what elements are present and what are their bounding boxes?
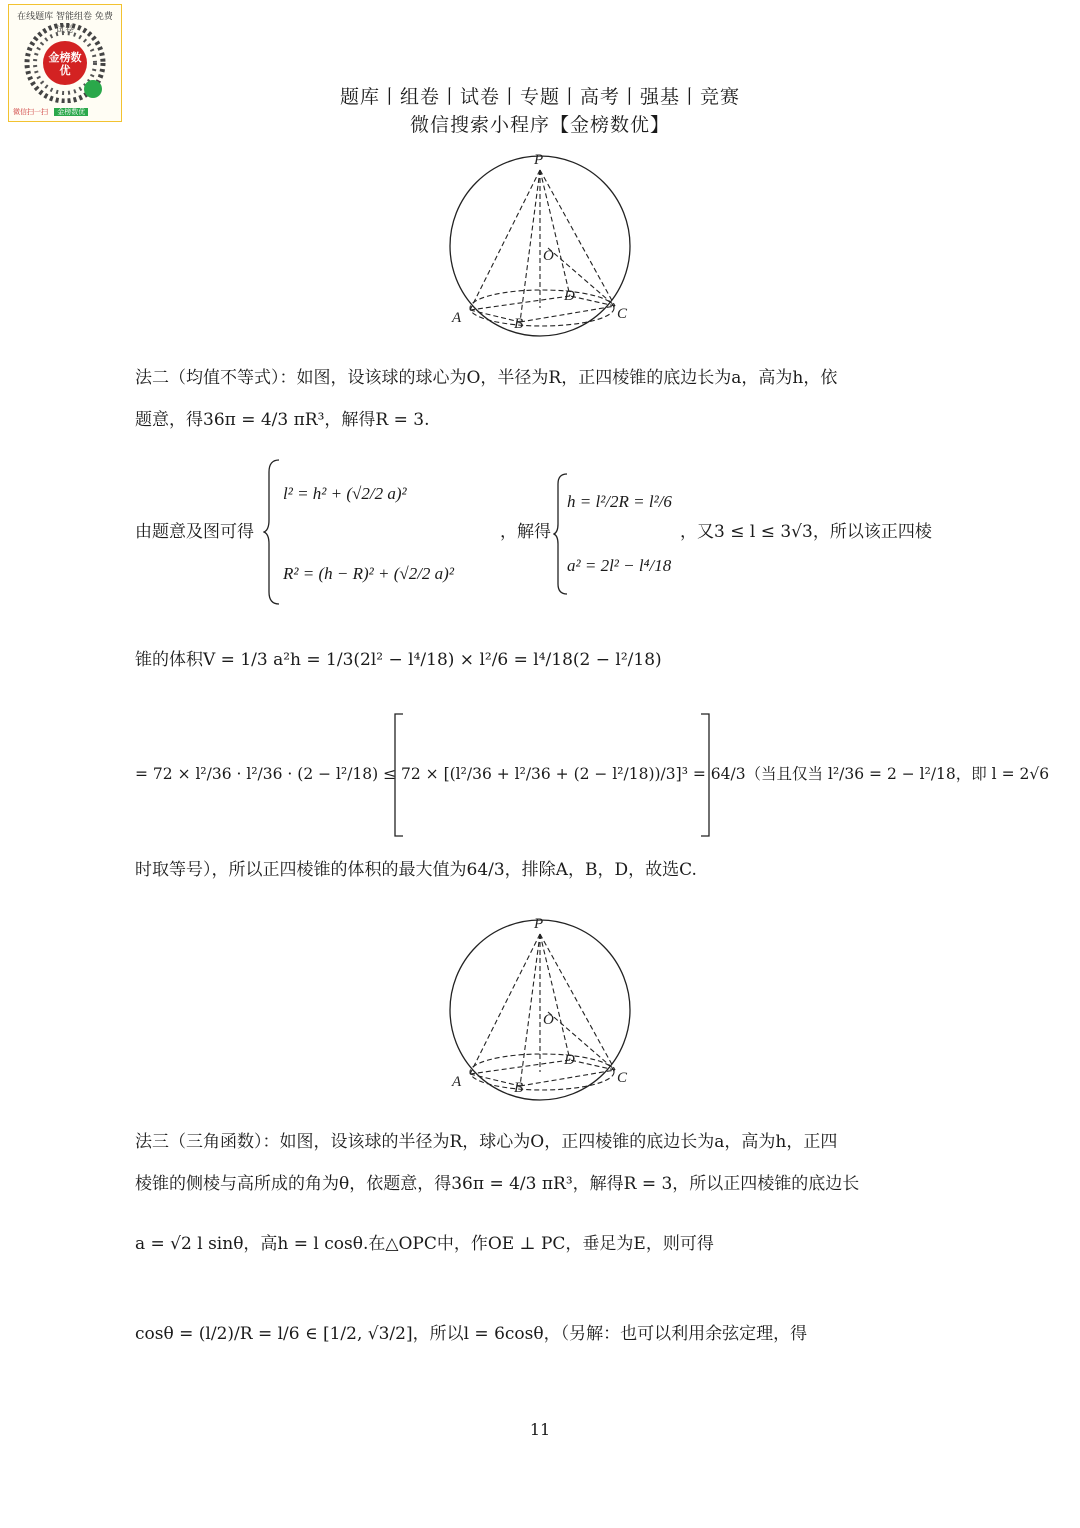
label-O: O — [543, 248, 554, 264]
system-intro: 由题意及图可得 — [135, 522, 254, 542]
label-A: A — [452, 310, 462, 326]
solve-eq2: a² = 2l² − l⁴/18 — [567, 556, 672, 575]
qr-brand: 金榜数优 — [48, 51, 82, 77]
method3-line1: 法三（三角函数）：如图，设该球的半径为R，球心为O，正四棱锥的底边长为a，高为h，正四 — [135, 1132, 838, 1152]
left-brace-icon — [263, 458, 281, 606]
edge-DA — [470, 296, 570, 310]
label-O: O — [543, 1012, 554, 1028]
label-P: P — [534, 916, 544, 932]
edge-PB — [520, 170, 540, 322]
range-text: ，又3 ≤ l ≤ 3√3，所以该正四棱 — [680, 522, 932, 542]
edge-PC — [540, 170, 615, 306]
sphere-pyramid-figure-2 — [440, 912, 640, 1102]
volume-line: 锥的体积V = 1/3 a²h = 1/3(2l² − l⁴/18) × l²/6 = l⁴/18(2 − l²/18) — [135, 650, 662, 670]
edge-BC — [520, 306, 615, 322]
method2-conclusion: 时取等号），所以正四棱锥的体积的最大值为64/3，排除A，B，D，故选C. — [135, 860, 697, 880]
method3-line3: a = √2 l sinθ，高h = l cosθ.在△OPC中，作OE ⊥ PC，垂足为E，则可得 — [135, 1234, 714, 1254]
qr-footer-right: 金榜数优 — [54, 108, 88, 116]
edge-BC — [520, 1070, 615, 1086]
figure-geometry — [450, 152, 630, 336]
base-ellipse — [470, 290, 614, 326]
edge-PD — [540, 934, 570, 1060]
solve-eq1: h = l²/2R = l²/6 — [567, 492, 672, 511]
system-block — [135, 458, 955, 608]
label-D: D — [564, 1052, 575, 1068]
base-ellipse — [470, 1054, 614, 1090]
method2-line2-text: 题意，得36π = 4/3 πR³，解得R = 3. — [135, 410, 430, 430]
method2-line2 — [135, 408, 429, 432]
edge-AB — [470, 1074, 520, 1086]
inequality-line: = 72 × l²/36 · l²/36 · (2 − l²/18) ≤ 72 × [(l²/36 + l²/36 + (2 − l²/18))/3]³ = 64/3（当且仅当 l²/36 = 2 − l²/18，即 l = 2√6 — [135, 765, 1050, 783]
figure-geometry — [450, 916, 630, 1100]
label-B: B — [514, 316, 524, 332]
system-eq1: l² = h² + (√2/2 a)² — [283, 484, 407, 503]
page-number: 11 — [529, 1420, 551, 1439]
qr-caption: 在线题库 智能组卷 免费试卷 — [17, 12, 113, 35]
method3-line4: cosθ = (l/2)/R = l/6 ∈ [1/2, √3/2]，所以l = 6cosθ，（另解：也可以利用余弦定理，得 — [135, 1324, 808, 1344]
edge-PA — [470, 934, 540, 1074]
method3-line2: 棱锥的侧棱与高所成的角为θ，依题意，得36π = 4/3 πR³，解得R = 3，所以正四棱锥的底边长 — [135, 1174, 860, 1194]
method2-line1: 法二（均值不等式）：如图，设该球的球心为O，半径为R，正四棱锥的底边长为a，高为h，依 — [135, 368, 838, 388]
system-eq2: R² = (h − R)² + (√2/2 a)² — [283, 564, 454, 583]
edge-DA — [470, 1060, 570, 1074]
edge-PC — [540, 934, 615, 1070]
label-D: D — [564, 288, 575, 304]
edge-PB — [520, 934, 540, 1086]
edge-PD — [540, 170, 570, 296]
qr-footer-left: 微信扫一扫 — [13, 108, 48, 116]
header-sub: 微信搜索小程序【金榜数优】 — [409, 114, 670, 136]
inequality-block — [135, 712, 1050, 838]
edge-AB — [470, 310, 520, 322]
label-C: C — [617, 306, 628, 322]
edge-PA — [470, 170, 540, 310]
sphere-pyramid-figure-1 — [440, 148, 640, 338]
label-C: C — [617, 1070, 628, 1086]
solve-label: ，解得 — [500, 522, 551, 542]
label-B: B — [514, 1080, 524, 1096]
header-nav: 题库丨组卷丨试卷丨专题丨高考丨强基丨竞赛 — [339, 86, 740, 108]
label-P: P — [534, 152, 544, 168]
label-A: A — [452, 1074, 462, 1090]
